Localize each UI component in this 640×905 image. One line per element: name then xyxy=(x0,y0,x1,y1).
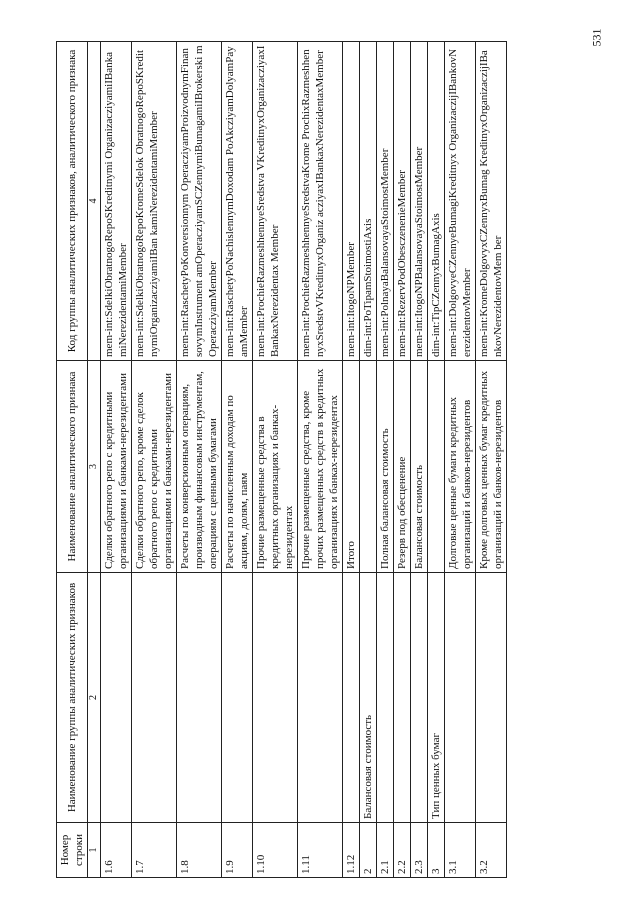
feature-code-cell: mem-int:RaschetyPoNachislennymDoxodam PoAkcziyamDolyamPayamMember xyxy=(222,42,253,361)
column-number: 4 xyxy=(88,42,101,361)
group-name-cell xyxy=(101,573,132,823)
feature-name-cell: Полная балансовая стоимость xyxy=(377,361,394,573)
group-name-cell xyxy=(298,573,343,823)
row-number-cell: 2.3 xyxy=(411,823,428,878)
row-number-cell: 2 xyxy=(360,823,377,878)
group-name-cell xyxy=(377,573,394,823)
feature-name-cell: Сделки обратного репо, кроме сделок обратного репо с кредитными организациями и банками-нерезидентами xyxy=(132,361,177,573)
feature-name-cell: Расчеты по конверсионным операциям, производным финансовым инструментам, операциям с ценными бумагами xyxy=(177,361,222,573)
table-row xyxy=(343,42,360,878)
feature-name-cell: Прочие размещенные средства, кроме прочих размещенных средств в кредитных организациях и банках-нерезидентах xyxy=(298,361,343,573)
rotated-table-container xyxy=(56,42,596,878)
feature-code-cell: mem-int:SdelkiObratnogoRepoKromeSdelok ObratnogoRepoSKreditnymiOrganizacziyamiIBan kamiNerezidentamiMember xyxy=(132,42,177,361)
table-row xyxy=(132,42,177,878)
row-number-cell: 1.12 xyxy=(343,823,360,878)
column-number-row xyxy=(88,42,101,878)
group-name-cell xyxy=(476,573,507,823)
table-row xyxy=(360,42,377,878)
feature-code-cell: mem-int:SdelkiObratnogoRepoSKreditnymi OrganizacziyamiIBankamiNerezidentamiMember xyxy=(101,42,132,361)
feature-name-cell: Балансовая стоимость xyxy=(411,361,428,573)
feature-code-cell: dim-int:TipCZennyxBumagAxis xyxy=(428,42,445,361)
row-number-cell: 1.9 xyxy=(222,823,253,878)
table-row xyxy=(445,42,476,878)
table-row xyxy=(222,42,253,878)
feature-code-cell: mem-int:KromeDolgovyxCZennyxBumag KreditnyxOrganizaczijIBankovNerezidentovMem ber xyxy=(476,42,507,361)
row-number-cell: 3.1 xyxy=(445,823,476,878)
row-number-cell: 2.2 xyxy=(394,823,411,878)
table-row xyxy=(253,42,298,878)
row-number-cell: 3 xyxy=(428,823,445,878)
header-group-name: Наименование группы аналитических признаков xyxy=(57,573,88,823)
feature-name-cell: Итого xyxy=(343,361,360,573)
column-number: 2 xyxy=(88,573,101,823)
feature-code-cell: mem-int:ProchieRazmeshhennyeSredstvaKrome ProchixRazmeshhennyxSredstvVKreditnyxOrganiz acziyaxIBankaxNerezidentaxMember xyxy=(298,42,343,361)
feature-code-cell: mem-int:ProchieRazmeshhennyeSredstva VKreditnyxOrganizacziyaxIBankaxNerezidentax Member xyxy=(253,42,298,361)
row-number-cell: 1.7 xyxy=(132,823,177,878)
table-row xyxy=(476,42,507,878)
group-name-cell xyxy=(343,573,360,823)
feature-name-cell: Сделки обратного репо с кредитными организациями и банками-нерезидентами xyxy=(101,361,132,573)
feature-code-cell: mem-int:PolnayaBalansovayaStoimostMember xyxy=(377,42,394,361)
page-number: 531 xyxy=(589,28,604,47)
header-number: Номер строки xyxy=(57,823,88,878)
group-name-cell: Тип ценных бумаг xyxy=(428,573,445,823)
table-row xyxy=(101,42,132,878)
feature-code-cell: mem-int:ItogoNPBalansovayaStoimostMember xyxy=(411,42,428,361)
header-name: Наименование аналитического признака xyxy=(57,361,88,573)
group-name-cell xyxy=(394,573,411,823)
feature-code-cell: mem-int:RaschetyPoKonversionnym OperacziyamProizvodnymFinansovymInstrument amOperacziyamSCZennymiBumagamiIBrokerski mOperacziyamMember xyxy=(177,42,222,361)
feature-name-cell: Кроме долговых ценных бумаг кредитных организаций и банков-нерезидентов xyxy=(476,361,507,573)
group-name-cell xyxy=(132,573,177,823)
feature-code-cell: mem-int:ItogoNPMember xyxy=(343,42,360,361)
group-name-cell xyxy=(253,573,298,823)
feature-name-cell xyxy=(428,361,445,573)
analytic-features-table xyxy=(56,41,507,878)
table-row xyxy=(428,42,445,878)
group-name-cell xyxy=(445,573,476,823)
feature-name-cell: Расчеты по начисленным доходам по акциям, долям, паям xyxy=(222,361,253,573)
feature-code-cell: mem-int:DolgovyeCZennyeBumagiKreditnyx OrganizaczijIBankovNerezidentovMember xyxy=(445,42,476,361)
table-row xyxy=(298,42,343,878)
header-row xyxy=(57,42,88,878)
feature-name-cell: Резерв под обесценение xyxy=(394,361,411,573)
column-number: 1 xyxy=(88,823,101,878)
row-number-cell: 1.11 xyxy=(298,823,343,878)
row-number-cell: 2.1 xyxy=(377,823,394,878)
row-number-cell: 3.2 xyxy=(476,823,507,878)
table-row xyxy=(377,42,394,878)
table-row xyxy=(411,42,428,878)
feature-name-cell: Долговые ценные бумаги кредитных организаций и банков-нерезидентов xyxy=(445,361,476,573)
feature-name-cell xyxy=(360,361,377,573)
feature-code-cell: dim-int:PoTipamStoimostiAxis xyxy=(360,42,377,361)
feature-code-cell: mem-int:RezervPodObesczenenieMember xyxy=(394,42,411,361)
column-number: 3 xyxy=(88,361,101,573)
feature-name-cell: Прочие размещенные средства в кредитных организациях и банках-нерезидентах xyxy=(253,361,298,573)
table-body xyxy=(101,42,507,878)
group-name-cell xyxy=(411,573,428,823)
group-name-cell xyxy=(222,573,253,823)
group-name-cell xyxy=(177,573,222,823)
row-number-cell: 1.6 xyxy=(101,823,132,878)
table-row xyxy=(177,42,222,878)
table-row xyxy=(394,42,411,878)
row-number-cell: 1.10 xyxy=(253,823,298,878)
row-number-cell: 1.8 xyxy=(177,823,222,878)
group-name-cell: Балансовая стоимость xyxy=(360,573,377,823)
header-code: Код группы аналитических признаков, аналитического признака xyxy=(57,42,88,361)
